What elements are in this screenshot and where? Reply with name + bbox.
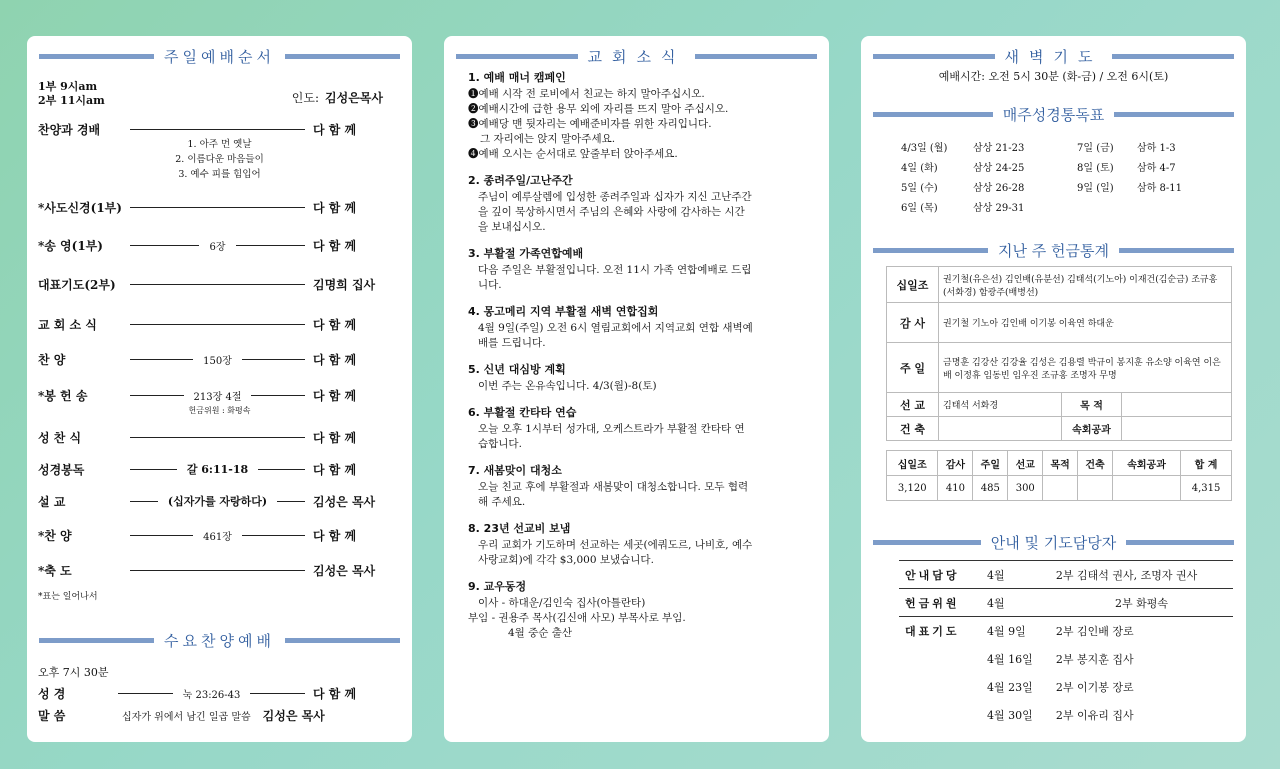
order-row: 찬 양 150장 다 함 께 bbox=[38, 352, 357, 367]
order-row: 교 회 소 식 다 함 께 bbox=[38, 317, 357, 332]
order-row: *송 영(1부) 6장 다 함 께 bbox=[38, 238, 357, 253]
offering-detail-table: 십일조 권기철(유은선) 김인배(유분선) 김태석(기노아) 이재건(김순금) 조규홍(서화경) 함광주(배병선) 감 사 권기철 기노아 김인배 이기봉 이육연 하대운 주 일 금명훈 김강산 김강율 김성은 김용렬 박규이 봉지훈 유소양 이육연 이은배 이정휴 임동빈 임우진 조규홍 조명자 무명 선 교 김태석 서화경 목 적 건 축 속회공과 bbox=[886, 266, 1232, 441]
bible-reading-title: 매주성경통독표 bbox=[873, 102, 1234, 126]
order-row: *봉 헌 송 213장 4절 다 함 께 bbox=[38, 388, 357, 403]
news-item: 7. 새봄맞이 대청소 오늘 친교 후에 부활절과 새봄맞이 대청소합니다. 모두 협력 해 주세요. bbox=[468, 464, 749, 508]
offering-summary-table: 십일조 감사 주일 선교 목적 건축 속회공과 합 계 3,120 410 485 300 4,315 bbox=[886, 450, 1232, 501]
news-item: 5. 신년 대심방 계획 이번 주는 온유속입니다. 4/3(월)-8(토) bbox=[468, 363, 657, 392]
order-row: 성경봉독 갈 6:11-18 다 함 께 bbox=[38, 462, 357, 477]
order-row: *축 도 김성은 목사 bbox=[38, 563, 376, 578]
order-row: 찬양과 경배 다 함 께 bbox=[38, 122, 357, 137]
church-news-panel bbox=[444, 36, 829, 742]
leader: 인도: 김성은목사 bbox=[291, 91, 383, 105]
church-news-title: 교회소식 bbox=[456, 44, 817, 68]
service-times: 1부 9시am 2부 11시am bbox=[38, 80, 105, 107]
offering-helper: 헌금위원 : 화평속 bbox=[188, 406, 251, 415]
order-row: 말 씀 십자가 위에서 남긴 일곱 말씀 김성은 목사 bbox=[38, 708, 325, 723]
news-item: 1. 예배 매너 캠페인 ❶예배 시작 전 로비에서 친교는 하지 말아주십시오. ❷예배시간에 급한 용무 외에 자리를 뜨지 말아 주십시오. ❸예배당 맨 뒷자리는 예배준비자를 위한 자리입니다. 그 자리에는 앉지 말아주세요. ❹예배 오시는 순서대로 앞줄부터 앉아주세요. bbox=[468, 71, 729, 160]
order-row: 성 경 눅 23:26-43 다 함 께 bbox=[38, 686, 357, 701]
wednesday-worship-title: 수요찬양예배 bbox=[39, 628, 400, 652]
order-row: 설 교 (십자가를 자랑하다) 김성은 목사 bbox=[38, 494, 376, 509]
news-item: 2. 종려주일/고난주간 주님이 예루살렘에 입성한 종려주일과 십자가 지신 고난주간 을 깊이 묵상하시면서 주님의 은혜와 사랑에 감사하는 시간 을 보내십시오. bbox=[468, 174, 752, 233]
guide-table: 안내담당 4월 2부 김태석 권사, 조명자 권사 헌금위원 4월 2부 화평속 대표기도 4월 9일 2부 김인배 장로 4월 16일 2부 봉지훈 집사 4월 23일 2부 이기봉 장로 4월 30일 2부 이유리 집사 bbox=[899, 560, 1233, 729]
guide-prayer-title: 안내 및 기도담당자 bbox=[873, 530, 1234, 554]
news-item: 8. 23년 선교비 보냄 우리 교회가 기도하며 선교하는 세곳(에쿼도르, 나비호, 예수 사랑교회)에 각각 $3,000 보냈습니다. bbox=[468, 522, 753, 566]
dawn-time: 예배시간: 오전 5시 30분 (화-금) / 오전 6시(토) bbox=[938, 70, 1169, 83]
order-row: 성 찬 식 다 함 께 bbox=[38, 430, 357, 445]
wednesday-time: 오후 7시 30분 bbox=[38, 666, 109, 679]
sunday-worship-title: 주일예배순서 bbox=[39, 44, 400, 68]
news-item: 6. 부활절 칸타타 연습 오늘 오후 1시부터 성가대, 오케스트라가 부활절 칸타타 연 습합니다. bbox=[468, 406, 745, 450]
stand-note: *표는 일어나서 bbox=[38, 592, 98, 602]
news-list bbox=[468, 70, 809, 652]
offering-stats-title: 지난 주 헌금통계 bbox=[873, 238, 1234, 262]
order-row: *사도신경(1부) 다 함 께 bbox=[38, 200, 357, 215]
news-item: 3. 부활절 가족연합예배 다음 주일은 부활절입니다. 오전 11시 가족 연합예배로 드립 니다. bbox=[468, 247, 752, 291]
news-item: 4. 몽고메리 지역 부활절 새벽 연합집회 4월 9일(주일) 오전 6시 열림교회에서 지역교회 연합 새벽예 배를 드립니다. bbox=[468, 305, 753, 349]
dawn-prayer-title: 새벽기도 bbox=[873, 44, 1234, 68]
info-panel: 새벽기도 예배시간: 오전 5시 30분 (화-금) / 오전 6시(토) 매주성경통독표 4/3일 (월) 삼상 21-23 4일 (화) 삼상 24-25 5일 (수) 삼상 26-28 6일 (목) 삼상 29-31 7일 (금) 삼하 1-3 8일 (토) 삼하 4-7 9일 (일) 삼하 8-11 지난 주 헌금통계 십일조 권기철(유은선) 김인배(유분선) 김태석(기노아) 이재건(김순금) 조규홍(서화경) 함광주(배병선) 감 사 권기철 기노아 김인배 이기봉 이육연 하대운 주 일 금명훈 김강산 김강율 김성은 김용렬 박규이 봉지훈 유소양 이육연 이은배 이정휴 임동빈 임우진 조규홍 조명자 무명 선 교 김태석 서화경 목 적 건 축 속회공과 십일조 감사 주일 선교 목적 건축 속회공과 합 계 3,120 410 485 300 4,315 안내 및 기도담당자 안내담당 4월 2부 김태석 권사, 조명자 권사 헌금위원 4월 2부 화평속 대표기도 4월 9일 2부 김인배 장로 4월 16일 2부 봉지훈 집사 4월 23일 2부 이기봉 장로 4월 30일 2부 이유리 집사 bbox=[861, 36, 1246, 742]
order-row: *찬 양 461장 다 함 께 bbox=[38, 528, 357, 543]
order-row: 대표기도(2부) 김명희 집사 bbox=[38, 277, 376, 292]
praise-songs: 1. 아주 먼 옛날 2. 이름다운 마음들이 3. 예수 피를 힘입어 bbox=[175, 139, 264, 180]
news-item: 9. 교우동정 이사 - 하대운/김인숙 집사(아틀란타) 부임 - 권용주 목사(김신애 사모) 부목사로 부임. 4월 중순 출산 bbox=[468, 580, 686, 639]
worship-order-panel bbox=[27, 36, 412, 742]
